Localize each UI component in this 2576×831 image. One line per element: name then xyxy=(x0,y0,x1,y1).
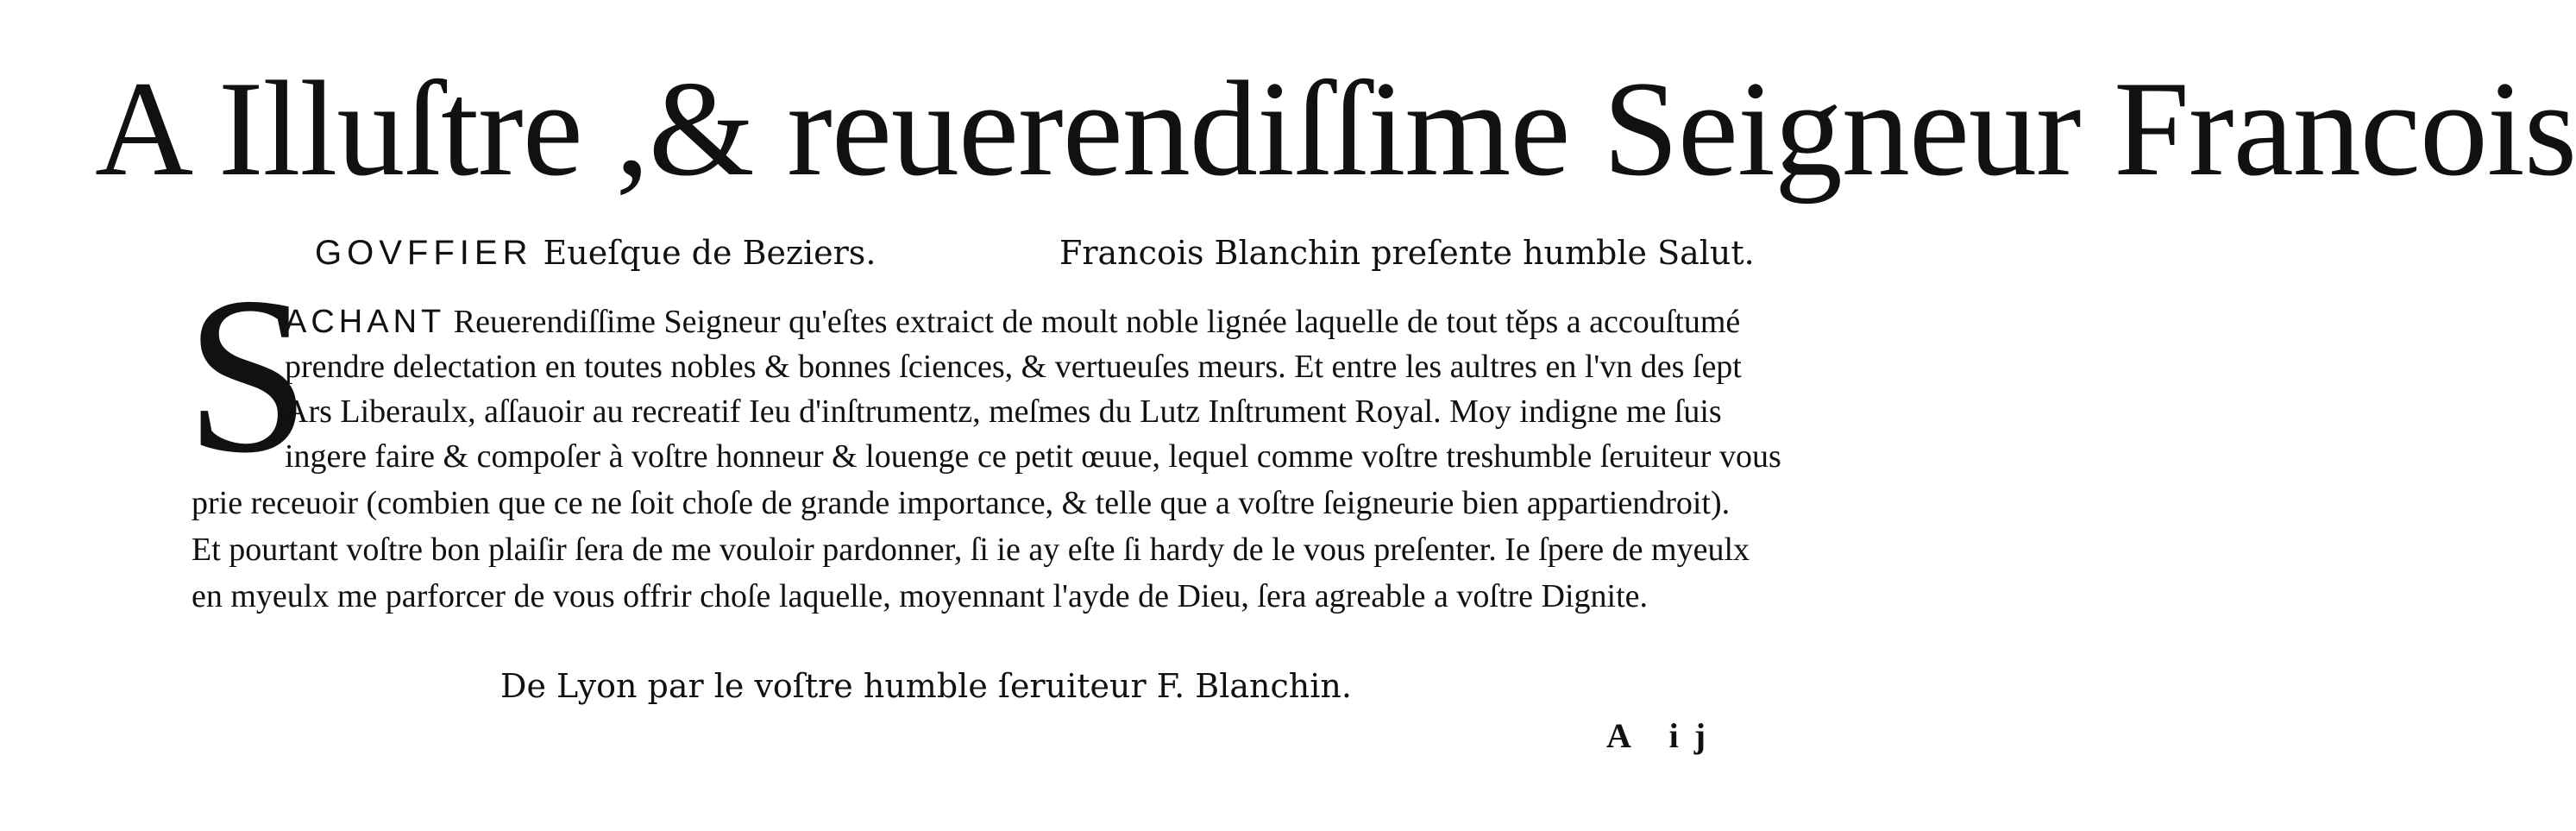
body-line-1 xyxy=(285,300,1740,343)
recipient-surname: GOVFFIER xyxy=(315,234,533,272)
body-line-3: Ars Liberaulx, aſſauoir au recreatif Ieu d'inſtrumentz, meſmes du Lutz Inſtrument Royal. Moy indigne me ſuis xyxy=(285,393,1722,430)
body-line-6: Et pourtant voſtre bon plaiſir ſera de me vouloir pardonner, ſi ie ay eſte ſi hardy de le vous preſenter. Ie ſpere de myeulx xyxy=(192,532,1750,568)
body-opening-caps: ACHANT xyxy=(285,304,446,340)
body-line-4: ingere faire & compoſer à voſtre honneur & louenge ce petit œuue, lequel comme voſtre treshumble ſeruiteur vous xyxy=(285,438,1781,475)
salutation-line: Francois Blanchin preſente humble Salut. xyxy=(1059,234,1755,272)
body-line-7: en myeulx me parforcer de vous offrir choſe laquelle, moyennant l'ayde de Dieu, ſera agreable a voſtre Dignite. xyxy=(192,578,1649,614)
signature-mark: A ij xyxy=(1606,716,1722,755)
signature-line: De Lyon par le voſtre humble ſeruiteur F. Blanchin. xyxy=(500,667,1352,705)
body-line-2: prendre delectation en toutes nobles & bonnes ſciences, & vertueuſes meurs. Et entre les aultres en l'vn des ſept xyxy=(285,349,1742,385)
body-line-1-text: Reuerendiſſime Seigneur qu'eſtes extraict de moult noble lignée laquelle de tout těps a accouſtumé xyxy=(453,304,1741,340)
body-line-5: prie receuoir (combien que ce ne ſoit choſe de grande importance, & telle que a voſtre ſeigneurie bien appartiendroit). xyxy=(192,485,1731,521)
drop-cap: S xyxy=(185,251,311,500)
dedication-title: A Illuſtre ,& reuerendiſſime Seigneur Francois xyxy=(95,54,2576,205)
recipient-office: Eueſque de Beziers. xyxy=(543,234,876,272)
recipient-line xyxy=(315,231,876,274)
